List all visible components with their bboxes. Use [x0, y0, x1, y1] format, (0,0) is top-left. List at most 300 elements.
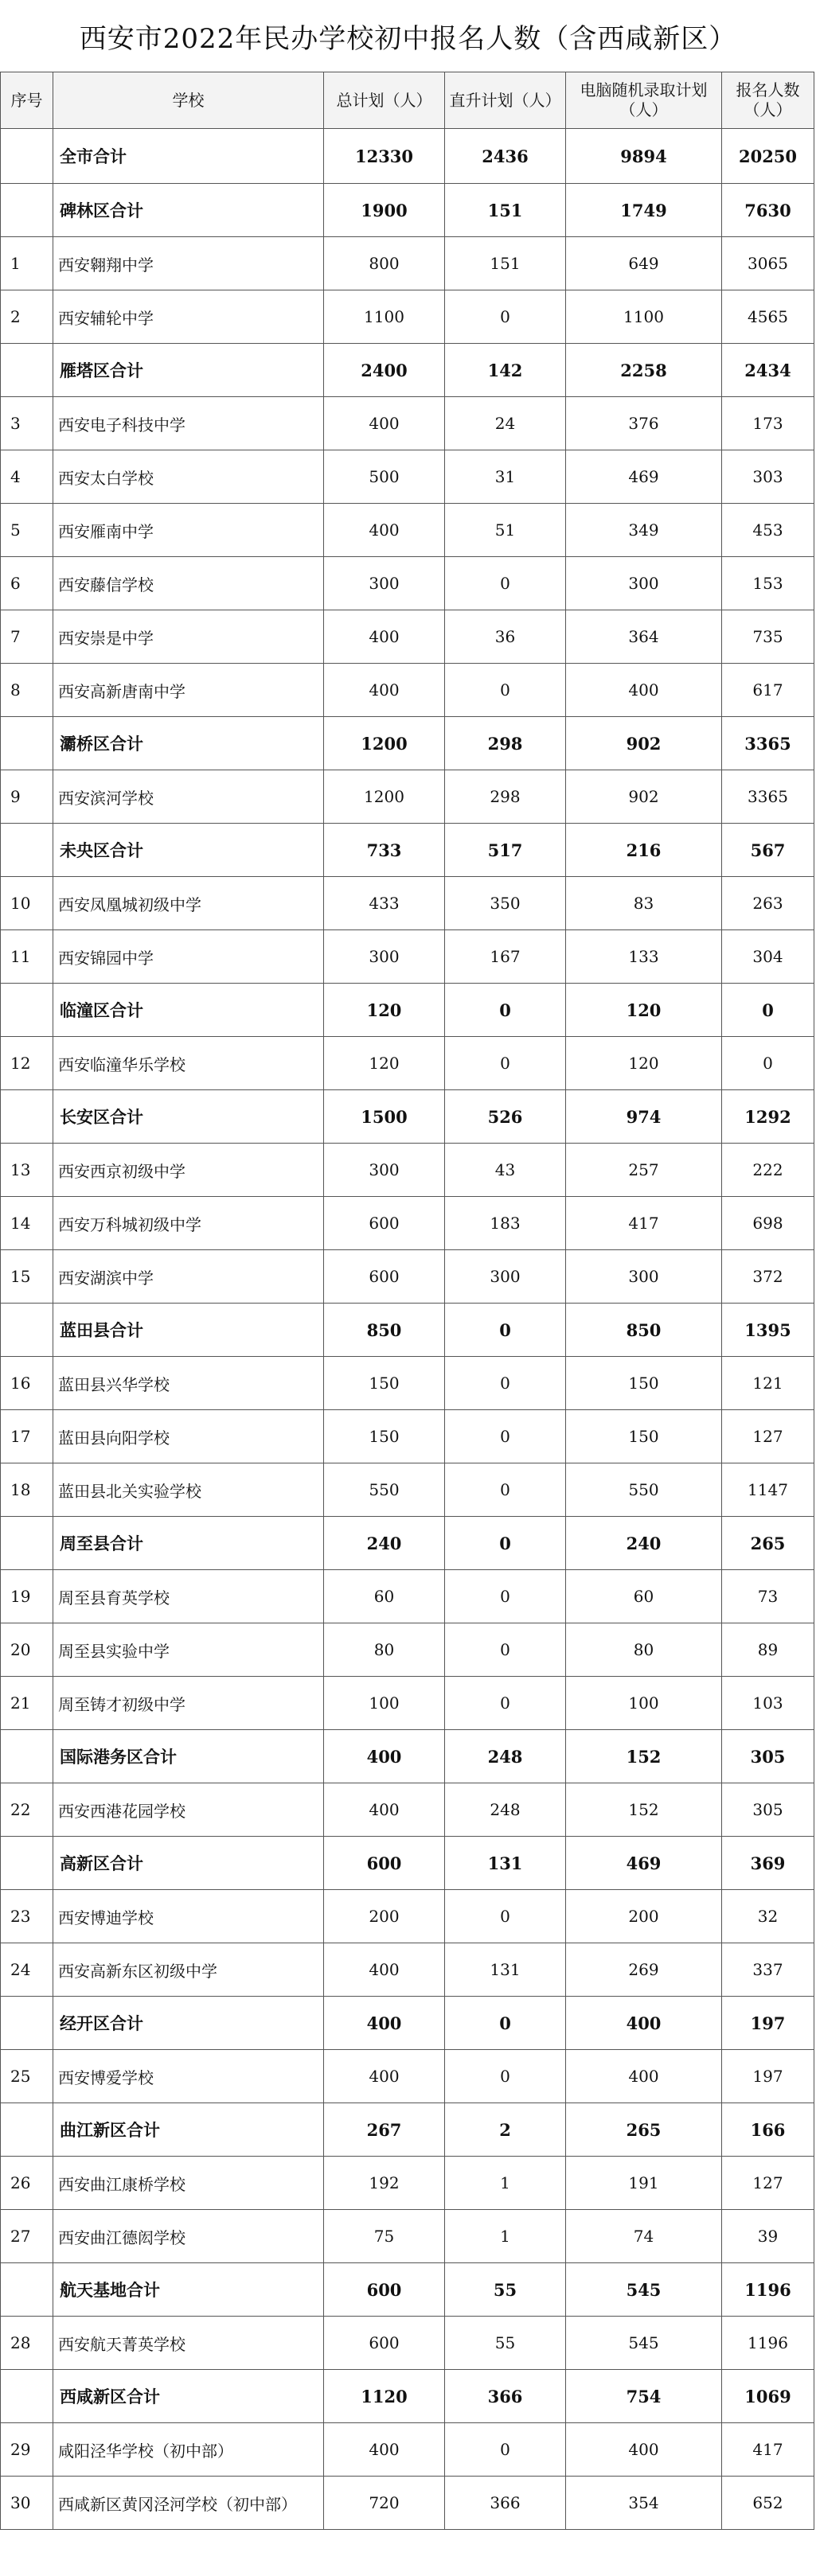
total-plan: 400	[324, 664, 445, 717]
row-index	[1, 1730, 53, 1783]
registrations: 4565	[722, 290, 814, 344]
random-plan: 400	[566, 1997, 722, 2050]
total-plan: 400	[324, 1730, 445, 1783]
row-index: 8	[1, 664, 53, 717]
table-row	[1, 397, 814, 450]
registrations: 3065	[722, 237, 814, 290]
total-plan: 1200	[324, 770, 445, 824]
direct-plan: 517	[445, 824, 566, 877]
random-plan: 400	[566, 2423, 722, 2477]
random-plan: 152	[566, 1730, 722, 1783]
direct-plan: 183	[445, 1197, 566, 1250]
registrations: 567	[722, 824, 814, 877]
random-plan: 469	[566, 1837, 722, 1890]
registrations: 305	[722, 1783, 814, 1837]
total-plan: 240	[324, 1517, 445, 1570]
total-plan: 192	[324, 2157, 445, 2210]
total-plan: 400	[324, 1783, 445, 1837]
table-row	[1, 770, 814, 824]
school-name: 雁塔区合计	[53, 344, 324, 397]
page-title: 西安市2022年民办学校初中报名人数（含西咸新区）	[0, 0, 816, 72]
registrations: 20250	[722, 129, 814, 184]
random-plan: 191	[566, 2157, 722, 2210]
row-index	[1, 717, 53, 770]
registrations: 153	[722, 557, 814, 610]
random-plan: 150	[566, 1357, 722, 1410]
table-row	[1, 2477, 814, 2530]
registrations: 39	[722, 2210, 814, 2263]
direct-plan: 366	[445, 2370, 566, 2423]
direct-plan: 55	[445, 2317, 566, 2370]
random-plan: 974	[566, 1090, 722, 1144]
table-row	[1, 2210, 814, 2263]
subtotal-row	[1, 2370, 814, 2423]
school-name: 西安崇是中学	[53, 610, 324, 664]
school-name: 周至县合计	[53, 1517, 324, 1570]
registrations: 2434	[722, 344, 814, 397]
school-name: 西安西京初级中学	[53, 1144, 324, 1197]
row-index	[1, 129, 53, 184]
row-index	[1, 2263, 53, 2317]
subtotal-row	[1, 2103, 814, 2157]
direct-plan: 131	[445, 1837, 566, 1890]
subtotal-row	[1, 129, 814, 184]
total-plan: 500	[324, 450, 445, 504]
header-total-plan: 总计划（人）	[324, 72, 445, 129]
school-name: 西安临潼华乐学校	[53, 1037, 324, 1090]
school-name: 临潼区合计	[53, 984, 324, 1037]
random-plan: 2258	[566, 344, 722, 397]
registrations: 127	[722, 1410, 814, 1463]
random-plan: 649	[566, 237, 722, 290]
random-plan: 152	[566, 1783, 722, 1837]
row-index	[1, 344, 53, 397]
total-plan: 400	[324, 504, 445, 557]
row-index: 1	[1, 237, 53, 290]
row-index: 28	[1, 2317, 53, 2370]
school-name: 蓝田县兴华学校	[53, 1357, 324, 1410]
header-index: 序号	[1, 72, 53, 129]
subtotal-row	[1, 2263, 814, 2317]
direct-plan: 1	[445, 2210, 566, 2263]
subtotal-row	[1, 1517, 814, 1570]
random-plan: 269	[566, 1943, 722, 1997]
direct-plan: 55	[445, 2263, 566, 2317]
registrations: 1147	[722, 1463, 814, 1517]
total-plan: 600	[324, 2263, 445, 2317]
registrations: 127	[722, 2157, 814, 2210]
total-plan: 1120	[324, 2370, 445, 2423]
school-name: 西安藤信学校	[53, 557, 324, 610]
row-index: 18	[1, 1463, 53, 1517]
total-plan: 75	[324, 2210, 445, 2263]
row-index	[1, 1304, 53, 1357]
registrations: 32	[722, 1890, 814, 1943]
random-plan: 364	[566, 610, 722, 664]
row-index: 12	[1, 1037, 53, 1090]
table-row	[1, 2423, 814, 2477]
random-plan: 902	[566, 717, 722, 770]
registrations: 121	[722, 1357, 814, 1410]
row-index: 25	[1, 2050, 53, 2103]
direct-plan: 142	[445, 344, 566, 397]
school-name: 碑林区合计	[53, 184, 324, 237]
table-row	[1, 930, 814, 984]
random-plan: 354	[566, 2477, 722, 2530]
total-plan: 120	[324, 1037, 445, 1090]
direct-plan: 0	[445, 1037, 566, 1090]
total-plan: 150	[324, 1357, 445, 1410]
table-row	[1, 1677, 814, 1730]
school-name: 西安凤凰城初级中学	[53, 877, 324, 930]
direct-plan: 0	[445, 1357, 566, 1410]
registrations: 89	[722, 1623, 814, 1677]
table-row	[1, 290, 814, 344]
registrations: 652	[722, 2477, 814, 2530]
total-plan: 720	[324, 2477, 445, 2530]
direct-plan: 0	[445, 1997, 566, 2050]
subtotal-row	[1, 344, 814, 397]
registrations: 369	[722, 1837, 814, 1890]
registrations: 197	[722, 2050, 814, 2103]
row-index: 22	[1, 1783, 53, 1837]
direct-plan: 300	[445, 1250, 566, 1304]
row-index	[1, 2103, 53, 2157]
random-plan: 300	[566, 557, 722, 610]
row-index: 3	[1, 397, 53, 450]
registrations: 7630	[722, 184, 814, 237]
school-name: 全市合计	[53, 129, 324, 184]
direct-plan: 2436	[445, 129, 566, 184]
random-plan: 376	[566, 397, 722, 450]
total-plan: 400	[324, 610, 445, 664]
row-index: 29	[1, 2423, 53, 2477]
random-plan: 83	[566, 877, 722, 930]
registrations: 735	[722, 610, 814, 664]
table-row	[1, 610, 814, 664]
table-row	[1, 504, 814, 557]
direct-plan: 0	[445, 1304, 566, 1357]
table-row	[1, 2157, 814, 2210]
direct-plan: 2	[445, 2103, 566, 2157]
school-name: 曲江新区合计	[53, 2103, 324, 2157]
school-name: 西安西港花园学校	[53, 1783, 324, 1837]
registrations: 265	[722, 1517, 814, 1570]
row-index: 27	[1, 2210, 53, 2263]
direct-plan: 0	[445, 2050, 566, 2103]
table-row	[1, 1623, 814, 1677]
table-row	[1, 1463, 814, 1517]
registrations: 617	[722, 664, 814, 717]
school-name: 西咸新区合计	[53, 2370, 324, 2423]
random-plan: 240	[566, 1517, 722, 1570]
registrations: 0	[722, 1037, 814, 1090]
direct-plan: 0	[445, 1463, 566, 1517]
random-plan: 400	[566, 664, 722, 717]
school-name: 航天基地合计	[53, 2263, 324, 2317]
total-plan: 1900	[324, 184, 445, 237]
row-index	[1, 1090, 53, 1144]
random-plan: 417	[566, 1197, 722, 1250]
total-plan: 600	[324, 1837, 445, 1890]
row-index: 16	[1, 1357, 53, 1410]
direct-plan: 0	[445, 290, 566, 344]
random-plan: 60	[566, 1570, 722, 1623]
random-plan: 216	[566, 824, 722, 877]
random-plan: 257	[566, 1144, 722, 1197]
school-name: 高新区合计	[53, 1837, 324, 1890]
total-plan: 600	[324, 2317, 445, 2370]
random-plan: 133	[566, 930, 722, 984]
school-name: 周至县育英学校	[53, 1570, 324, 1623]
direct-plan: 0	[445, 1890, 566, 1943]
school-name: 西安高新唐南中学	[53, 664, 324, 717]
row-index: 10	[1, 877, 53, 930]
direct-plan: 248	[445, 1730, 566, 1783]
table-row	[1, 1197, 814, 1250]
school-name: 国际港务区合计	[53, 1730, 324, 1783]
direct-plan: 0	[445, 1517, 566, 1570]
school-name: 西安曲江德闳学校	[53, 2210, 324, 2263]
random-plan: 902	[566, 770, 722, 824]
random-plan: 469	[566, 450, 722, 504]
table-row	[1, 877, 814, 930]
table-row	[1, 1890, 814, 1943]
table-row	[1, 450, 814, 504]
total-plan: 600	[324, 1197, 445, 1250]
total-plan: 80	[324, 1623, 445, 1677]
school-name: 西安辅轮中学	[53, 290, 324, 344]
random-plan: 9894	[566, 129, 722, 184]
row-index	[1, 824, 53, 877]
school-name: 西安翱翔中学	[53, 237, 324, 290]
total-plan: 1200	[324, 717, 445, 770]
direct-plan: 298	[445, 770, 566, 824]
direct-plan: 51	[445, 504, 566, 557]
row-index	[1, 1837, 53, 1890]
school-name: 西安电子科技中学	[53, 397, 324, 450]
registrations: 222	[722, 1144, 814, 1197]
subtotal-row	[1, 1304, 814, 1357]
table-row	[1, 1783, 814, 1837]
subtotal-row	[1, 824, 814, 877]
direct-plan: 1	[445, 2157, 566, 2210]
total-plan: 600	[324, 1250, 445, 1304]
row-index	[1, 1517, 53, 1570]
school-name: 西安滨河学校	[53, 770, 324, 824]
subtotal-row	[1, 1997, 814, 2050]
table-row	[1, 1357, 814, 1410]
direct-plan: 526	[445, 1090, 566, 1144]
table-row	[1, 1144, 814, 1197]
table-row	[1, 2050, 814, 2103]
school-name: 长安区合计	[53, 1090, 324, 1144]
total-plan: 400	[324, 397, 445, 450]
school-name: 西安雁南中学	[53, 504, 324, 557]
direct-plan: 24	[445, 397, 566, 450]
total-plan: 12330	[324, 129, 445, 184]
table-row	[1, 664, 814, 717]
total-plan: 300	[324, 930, 445, 984]
total-plan: 850	[324, 1304, 445, 1357]
direct-plan: 0	[445, 1677, 566, 1730]
direct-plan: 43	[445, 1144, 566, 1197]
direct-plan: 167	[445, 930, 566, 984]
school-name: 未央区合计	[53, 824, 324, 877]
school-name: 西安高新东区初级中学	[53, 1943, 324, 1997]
row-index: 7	[1, 610, 53, 664]
school-name: 西安湖滨中学	[53, 1250, 324, 1304]
table-row	[1, 1037, 814, 1090]
total-plan: 120	[324, 984, 445, 1037]
random-plan: 400	[566, 2050, 722, 2103]
table-row	[1, 1250, 814, 1304]
random-plan: 74	[566, 2210, 722, 2263]
row-index	[1, 1997, 53, 2050]
random-plan: 545	[566, 2317, 722, 2370]
direct-plan: 248	[445, 1783, 566, 1837]
random-plan: 265	[566, 2103, 722, 2157]
row-index: 2	[1, 290, 53, 344]
school-name: 西安博迪学校	[53, 1890, 324, 1943]
registrations: 3365	[722, 770, 814, 824]
subtotal-row	[1, 1837, 814, 1890]
random-plan: 80	[566, 1623, 722, 1677]
row-index: 15	[1, 1250, 53, 1304]
random-plan: 550	[566, 1463, 722, 1517]
table-row	[1, 1943, 814, 1997]
enrollment-table	[0, 72, 814, 2530]
registrations: 453	[722, 504, 814, 557]
direct-plan: 0	[445, 664, 566, 717]
school-name: 西安曲江康桥学校	[53, 2157, 324, 2210]
row-index: 14	[1, 1197, 53, 1250]
direct-plan: 0	[445, 1410, 566, 1463]
table-row	[1, 557, 814, 610]
row-index: 24	[1, 1943, 53, 1997]
total-plan: 433	[324, 877, 445, 930]
registrations: 372	[722, 1250, 814, 1304]
header-random-plan: 电脑随机录取计划（人）	[566, 72, 722, 129]
direct-plan: 31	[445, 450, 566, 504]
total-plan: 100	[324, 1677, 445, 1730]
school-name: 西安航天菁英学校	[53, 2317, 324, 2370]
total-plan: 400	[324, 2423, 445, 2477]
school-name: 西咸新区黄冈泾河学校（初中部）	[53, 2477, 324, 2530]
direct-plan: 151	[445, 184, 566, 237]
registrations: 698	[722, 1197, 814, 1250]
random-plan: 120	[566, 984, 722, 1037]
row-index: 19	[1, 1570, 53, 1623]
school-name: 周至铸才初级中学	[53, 1677, 324, 1730]
registrations: 173	[722, 397, 814, 450]
direct-plan: 151	[445, 237, 566, 290]
school-name: 灞桥区合计	[53, 717, 324, 770]
school-name: 西安太白学校	[53, 450, 324, 504]
registrations: 337	[722, 1943, 814, 1997]
row-index: 11	[1, 930, 53, 984]
random-plan: 349	[566, 504, 722, 557]
row-index: 5	[1, 504, 53, 557]
random-plan: 150	[566, 1410, 722, 1463]
registrations: 1196	[722, 2263, 814, 2317]
school-name: 西安锦园中学	[53, 930, 324, 984]
direct-plan: 298	[445, 717, 566, 770]
header-direct-plan: 直升计划（人）	[445, 72, 566, 129]
total-plan: 150	[324, 1410, 445, 1463]
random-plan: 1100	[566, 290, 722, 344]
school-name: 蓝田县合计	[53, 1304, 324, 1357]
direct-plan: 36	[445, 610, 566, 664]
registrations: 73	[722, 1570, 814, 1623]
registrations: 1069	[722, 2370, 814, 2423]
table-body	[1, 129, 814, 2530]
registrations: 197	[722, 1997, 814, 2050]
total-plan: 1500	[324, 1090, 445, 1144]
registrations: 3365	[722, 717, 814, 770]
random-plan: 300	[566, 1250, 722, 1304]
random-plan: 545	[566, 2263, 722, 2317]
total-plan: 800	[324, 237, 445, 290]
direct-plan: 0	[445, 984, 566, 1037]
random-plan: 120	[566, 1037, 722, 1090]
direct-plan: 0	[445, 1623, 566, 1677]
total-plan: 400	[324, 1997, 445, 2050]
total-plan: 1100	[324, 290, 445, 344]
total-plan: 2400	[324, 344, 445, 397]
registrations: 166	[722, 2103, 814, 2157]
school-name: 蓝田县向阳学校	[53, 1410, 324, 1463]
row-index	[1, 984, 53, 1037]
subtotal-row	[1, 1730, 814, 1783]
table-row	[1, 2317, 814, 2370]
table-row	[1, 1410, 814, 1463]
header-school: 学校	[53, 72, 324, 129]
total-plan: 300	[324, 557, 445, 610]
header-registrations: 报名人数（人）	[722, 72, 814, 129]
table-row	[1, 1570, 814, 1623]
subtotal-row	[1, 1090, 814, 1144]
registrations: 103	[722, 1677, 814, 1730]
school-name: 经开区合计	[53, 1997, 324, 2050]
registrations: 263	[722, 877, 814, 930]
row-index: 20	[1, 1623, 53, 1677]
registrations: 0	[722, 984, 814, 1037]
registrations: 304	[722, 930, 814, 984]
random-plan: 850	[566, 1304, 722, 1357]
total-plan: 400	[324, 1943, 445, 1997]
random-plan: 754	[566, 2370, 722, 2423]
registrations: 1395	[722, 1304, 814, 1357]
row-index: 26	[1, 2157, 53, 2210]
registrations: 305	[722, 1730, 814, 1783]
registrations: 1196	[722, 2317, 814, 2370]
total-plan: 550	[324, 1463, 445, 1517]
direct-plan: 366	[445, 2477, 566, 2530]
total-plan: 267	[324, 2103, 445, 2157]
random-plan: 1749	[566, 184, 722, 237]
row-index: 9	[1, 770, 53, 824]
school-name: 蓝田县北关实验学校	[53, 1463, 324, 1517]
table-header-row	[1, 72, 814, 129]
registrations: 1292	[722, 1090, 814, 1144]
registrations: 417	[722, 2423, 814, 2477]
row-index	[1, 2370, 53, 2423]
row-index: 21	[1, 1677, 53, 1730]
school-name: 周至县实验中学	[53, 1623, 324, 1677]
row-index: 23	[1, 1890, 53, 1943]
total-plan: 60	[324, 1570, 445, 1623]
